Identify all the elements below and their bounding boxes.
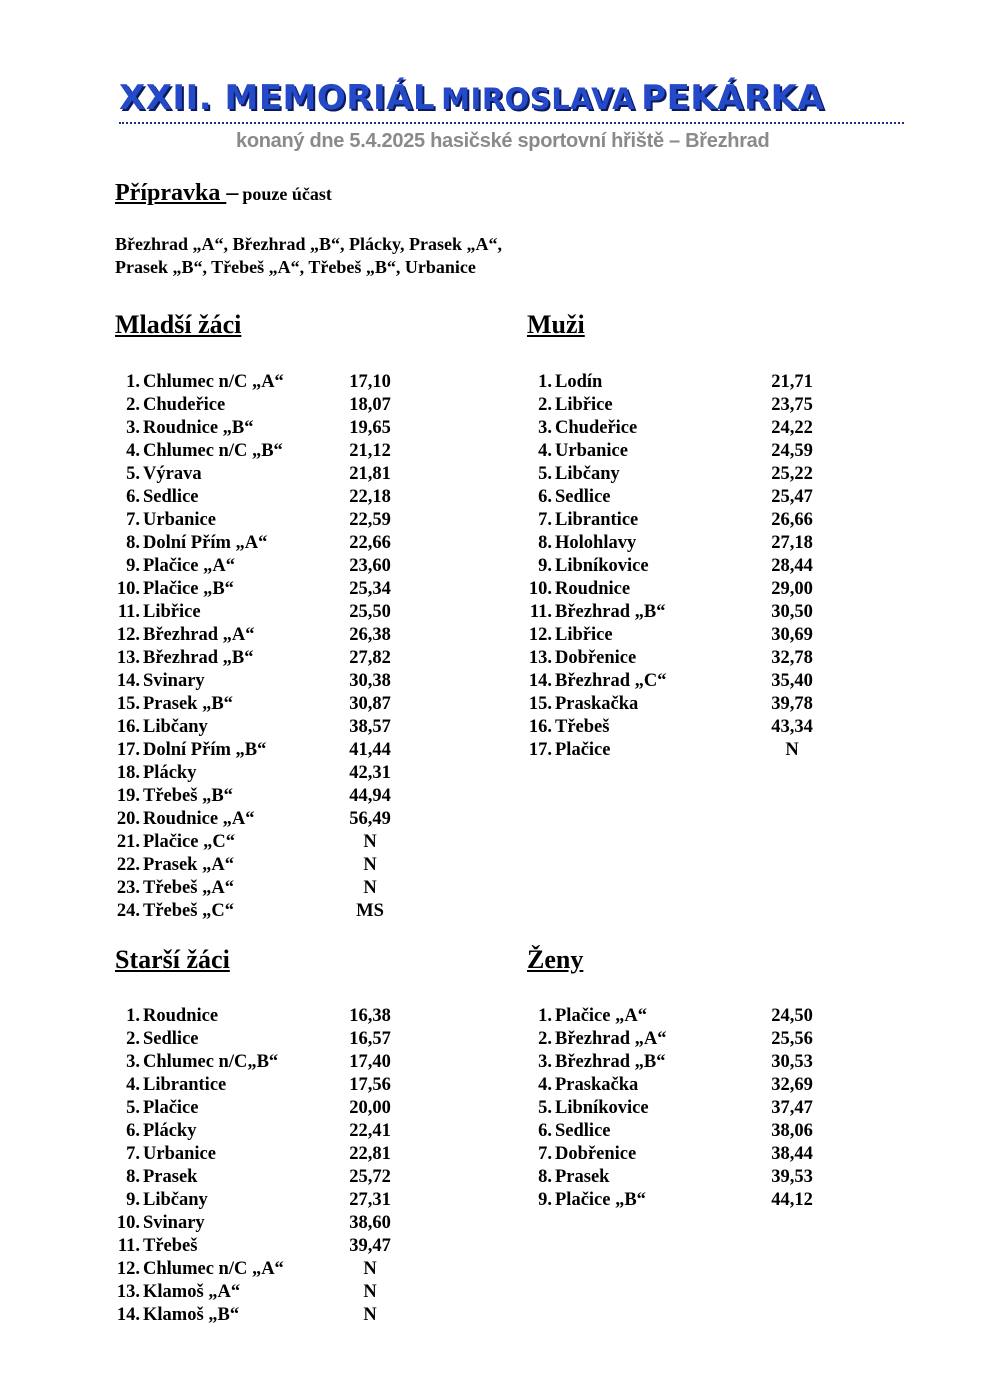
result-team: Prasek [555,1167,610,1187]
result-team: Roudnice „B“ [143,418,254,438]
result-rank: 7. [538,1144,552,1164]
result-rank: 20. [116,809,140,829]
result-row [524,371,834,394]
result-rank: 16. [116,717,140,737]
result-time: 16,38 [349,1006,391,1026]
result-row [524,440,834,463]
result-time: 22,59 [349,510,391,530]
result-row [112,1212,412,1235]
document-title [119,78,904,124]
result-time: 25,34 [349,579,391,599]
result-team: Holohlavy [555,533,637,553]
result-row [112,693,412,716]
result-time: 56,49 [349,809,391,829]
pripravka-teams-line-1: Březhrad „A“, Březhrad „B“, Plácky, Prasek „A“, [115,234,502,254]
result-team: Praskačka [555,1075,639,1095]
result-team: Březhrad „B“ [555,1052,666,1072]
result-row [524,1028,834,1051]
result-rank: 3. [126,1052,140,1072]
result-row [112,624,412,647]
result-row [112,900,412,923]
result-time: 30,50 [771,602,813,622]
result-row [112,716,412,739]
result-row [112,578,412,601]
result-time: 38,06 [771,1121,813,1141]
result-time: MS [356,901,384,921]
result-time: 26,38 [349,625,391,645]
result-rank: 8. [538,533,552,553]
result-time: N [363,1259,377,1279]
result-rank: 2. [126,1029,140,1049]
result-row [524,555,834,578]
result-team: Chudeřice [555,418,638,438]
result-time: 22,18 [349,487,391,507]
result-team: Plačice „A“ [143,556,235,576]
subtitle: konaný dne 5.4.2025 hasičské sportovní hřiště – Březhrad [236,130,770,152]
result-rank: 8. [126,533,140,553]
result-rank: 6. [538,1121,552,1141]
result-rank: 8. [538,1167,552,1187]
result-team: Plačice „B“ [555,1190,646,1210]
result-team: Plačice „B“ [143,579,234,599]
result-team: Plačice [555,740,611,760]
result-rank: 9. [126,1190,140,1210]
result-time: N [363,1305,377,1325]
result-time: 19,65 [349,418,391,438]
result-rank: 15. [528,694,552,714]
result-rank: 10. [116,1213,140,1233]
result-time: N [363,878,377,898]
result-row [112,739,412,762]
result-row [524,1120,834,1143]
result-team: Sedlice [143,487,199,507]
result-row [524,509,834,532]
result-rank: 17. [116,740,140,760]
result-row [524,578,834,601]
result-time: 38,44 [771,1144,813,1164]
result-team: Roudnice [143,1006,219,1026]
mladsi-zaci-heading: Mladší žáci [115,310,242,339]
result-row [112,417,412,440]
result-rank: 7. [538,510,552,530]
result-row [112,1097,412,1120]
result-row [524,739,834,762]
result-time: 16,57 [349,1029,391,1049]
result-team: Třebeš „B“ [143,786,233,806]
result-time: 41,44 [349,740,391,760]
result-row [524,624,834,647]
result-time: 27,82 [349,648,391,668]
result-row [112,1166,412,1189]
muzi-heading: Muži [527,310,585,339]
result-rank: 13. [116,1282,140,1302]
result-row [112,808,412,831]
result-time: N [363,832,377,852]
result-row [524,1166,834,1189]
result-team: Výrava [143,464,202,484]
result-row [112,1304,412,1327]
result-team: Libřice [555,395,613,415]
result-team: Libčany [143,717,208,737]
result-team: Březhrad „A“ [143,625,255,645]
result-rank: 13. [116,648,140,668]
result-rank: 9. [538,556,552,576]
result-time: 27,18 [771,533,813,553]
result-rank: 7. [126,1144,140,1164]
result-team: Urbanice [143,1144,216,1164]
result-team: Plačice „A“ [555,1006,647,1026]
result-row [112,1281,412,1304]
result-row [112,854,412,877]
result-rank: 2. [538,395,552,415]
result-rank: 21. [116,832,140,852]
result-row [112,509,412,532]
result-rank: 9. [126,556,140,576]
pripravka-teams [115,233,595,279]
result-time: 22,81 [349,1144,391,1164]
result-team: Třebeš „C“ [143,901,234,921]
result-time: 38,57 [349,717,391,737]
result-time: 17,56 [349,1075,391,1095]
result-time: N [363,1282,377,1302]
result-row [524,394,834,417]
result-rank: 2. [126,395,140,415]
result-row [112,877,412,900]
result-team: Chlumec n/C „A“ [143,372,284,392]
result-team: Prasek „A“ [143,855,234,875]
result-time: 32,69 [771,1075,813,1095]
result-rank: 24. [116,901,140,921]
result-time: 39,47 [349,1236,391,1256]
result-row [524,1189,834,1212]
result-rank: 12. [116,625,140,645]
result-rank: 1. [538,372,552,392]
result-row [112,1189,412,1212]
result-team: Plačice [143,1098,199,1118]
result-row [524,463,834,486]
result-rank: 3. [538,418,552,438]
result-time: 29,00 [771,579,813,599]
result-rank: 4. [538,1075,552,1095]
result-rank: 4. [126,1075,140,1095]
result-time: 39,78 [771,694,813,714]
result-rank: 4. [538,441,552,461]
result-time: 38,60 [349,1213,391,1233]
result-team: Svinary [143,671,205,691]
result-rank: 14. [116,1305,140,1325]
result-time: 28,44 [771,556,813,576]
result-time: 25,56 [771,1029,813,1049]
starsi-zaci-results [112,1005,412,1327]
pripravka-heading: Přípravka [115,180,227,206]
result-time: 25,50 [349,602,391,622]
result-rank: 2. [538,1029,552,1049]
result-team: Chlumec n/C „A“ [143,1259,284,1279]
result-team: Sedlice [555,487,611,507]
result-team: Sedlice [143,1029,199,1049]
result-team: Lodín [555,372,603,392]
result-time: 21,12 [349,441,391,461]
result-rank: 17. [528,740,552,760]
result-rank: 6. [126,487,140,507]
result-rank: 11. [117,1236,140,1256]
result-team: Plačice „C“ [143,832,235,852]
result-rank: 19. [116,786,140,806]
title-part-2: MIROSLAVA [441,82,636,116]
result-time: 17,10 [349,372,391,392]
result-team: Librantice [555,510,639,530]
result-team: Prasek [143,1167,198,1187]
result-time: 20,00 [349,1098,391,1118]
result-team: Plácky [143,763,197,783]
result-team: Chudeřice [143,395,226,415]
pripravka-note: pouze účast [242,184,332,204]
result-time: 21,81 [349,464,391,484]
pripravka-teams-line-2: Prasek „B“, Třebeš „A“, Třebeš „B“, Urbanice [115,257,476,277]
result-team: Dolní Přím „A“ [143,533,268,553]
result-rank: 5. [538,464,552,484]
result-team: Librantice [143,1075,227,1095]
result-row [112,1143,412,1166]
result-time: 24,22 [771,418,813,438]
result-team: Libřice [143,602,201,622]
result-row [112,647,412,670]
result-row [524,670,834,693]
result-team: Roudnice [555,579,631,599]
result-time: 44,94 [349,786,391,806]
result-rank: 5. [538,1098,552,1118]
result-row [112,1258,412,1281]
result-rank: 14. [116,671,140,691]
result-time: 24,50 [771,1006,813,1026]
result-row [112,1074,412,1097]
result-row [524,486,834,509]
result-row [524,1074,834,1097]
result-row [112,1235,412,1258]
result-rank: 22. [116,855,140,875]
result-row [112,785,412,808]
result-rank: 4. [126,441,140,461]
result-team: Libčany [555,464,620,484]
result-time: 35,40 [771,671,813,691]
result-row [112,532,412,555]
result-row [112,762,412,785]
result-team: Třebeš [555,717,610,737]
result-rank: 18. [116,763,140,783]
result-team: Klamoš „A“ [143,1282,241,1302]
result-time: 17,40 [349,1052,391,1072]
result-team: Libníkovice [555,1098,649,1118]
result-time: 22,41 [349,1121,391,1141]
zeny-results [524,1005,834,1212]
result-team: Libčany [143,1190,208,1210]
zeny-heading: Ženy [527,945,584,974]
result-time: 39,53 [771,1167,813,1187]
result-rank: 3. [126,418,140,438]
result-row [112,670,412,693]
result-team: Březhrad „A“ [555,1029,667,1049]
result-row [112,440,412,463]
title-part-1: XXII. MEMORIÁL [119,78,436,118]
result-rank: 1. [126,372,140,392]
result-team: Plácky [143,1121,197,1141]
result-time: 26,66 [771,510,813,530]
result-team: Praskačka [555,694,639,714]
result-team: Dobřenice [555,1144,637,1164]
result-time: 42,31 [349,763,391,783]
result-row [112,463,412,486]
result-rank: 14. [528,671,552,691]
result-row [112,1051,412,1074]
result-rank: 3. [538,1052,552,1072]
result-rank: 1. [538,1006,552,1026]
result-row [524,1005,834,1028]
result-team: Svinary [143,1213,205,1233]
result-row [524,1051,834,1074]
title-text [119,78,824,118]
result-rank: 15. [116,694,140,714]
result-row [112,555,412,578]
result-time: 27,31 [349,1190,391,1210]
result-rank: 13. [528,648,552,668]
result-row [112,1028,412,1051]
result-team: Chlumec n/C „B“ [143,441,283,461]
result-row [524,417,834,440]
result-row [112,371,412,394]
result-time: 24,59 [771,441,813,461]
result-row [112,486,412,509]
mladsi-zaci-results [112,371,412,923]
result-rank: 23. [116,878,140,898]
result-rank: 9. [538,1190,552,1210]
result-time: 25,22 [771,464,813,484]
result-row [524,1097,834,1120]
result-time: 43,34 [771,717,813,737]
result-rank: 11. [529,602,552,622]
result-team: Roudnice „A“ [143,809,255,829]
result-row [112,601,412,624]
result-time: 21,71 [771,372,813,392]
result-rank: 8. [126,1167,140,1187]
result-time: 30,69 [771,625,813,645]
result-rank: 5. [126,1098,140,1118]
result-team: Libníkovice [555,556,649,576]
result-time: N [785,740,799,760]
result-team: Prasek „B“ [143,694,233,714]
result-rank: 7. [126,510,140,530]
result-team: Dolní Přím „B“ [143,740,267,760]
result-rank: 6. [126,1121,140,1141]
result-time: 30,87 [349,694,391,714]
result-rank: 10. [116,579,140,599]
result-rank: 1. [126,1006,140,1026]
result-row [112,394,412,417]
result-time: 25,47 [771,487,813,507]
pripravka-dash: – [226,180,239,206]
result-time: 37,47 [771,1098,813,1118]
result-time: 32,78 [771,648,813,668]
result-team: Březhrad „B“ [555,602,666,622]
result-rank: 11. [117,602,140,622]
result-time: 23,75 [771,395,813,415]
result-time: 18,07 [349,395,391,415]
result-team: Dobřenice [555,648,637,668]
title-part-3: PEKÁRKA [641,78,825,118]
result-rank: 12. [528,625,552,645]
result-team: Sedlice [555,1121,611,1141]
result-rank: 6. [538,487,552,507]
result-row [112,831,412,854]
result-rank: 10. [528,579,552,599]
result-team: Urbanice [143,510,216,530]
result-team: Chlumec n/C„B“ [143,1052,279,1072]
result-time: 30,38 [349,671,391,691]
result-team: Březhrad „B“ [143,648,254,668]
result-row [112,1005,412,1028]
result-row [524,647,834,670]
result-row [112,1120,412,1143]
starsi-zaci-heading: Starší žáci [115,945,230,974]
result-row [524,1143,834,1166]
result-time: 23,60 [349,556,391,576]
muzi-results [524,371,834,762]
result-row [524,716,834,739]
result-row [524,532,834,555]
result-time: 30,53 [771,1052,813,1072]
result-team: Třebeš [143,1236,198,1256]
result-team: Libřice [555,625,613,645]
result-team: Třebeš „A“ [143,878,234,898]
result-rank: 5. [126,464,140,484]
result-time: N [363,855,377,875]
result-rank: 16. [528,717,552,737]
result-time: 22,66 [349,533,391,553]
result-team: Klamoš „B“ [143,1305,240,1325]
result-team: Urbanice [555,441,628,461]
result-rank: 12. [116,1259,140,1279]
result-time: 44,12 [771,1190,813,1210]
result-team: Březhrad „C“ [555,671,667,691]
result-time: 25,72 [349,1167,391,1187]
pripravka-heading-line [115,180,332,207]
result-row [524,601,834,624]
result-row [524,693,834,716]
